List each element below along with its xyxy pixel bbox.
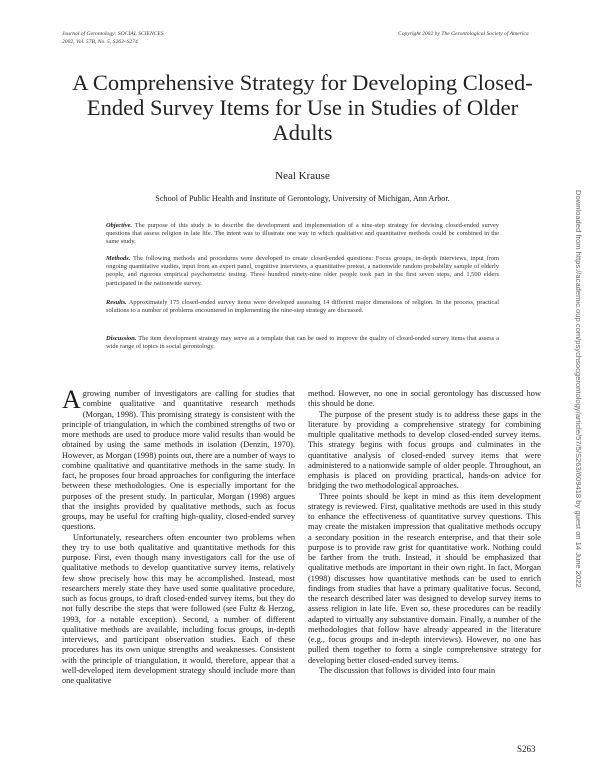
abstract-results-text: Approximately 175 closed-ended survey items were developed assessing 14 different major dimensions of religion. In the process, practical solutions to a number of problems encountered in implementing the nine-step strategy are discussed. — [106, 299, 499, 315]
abstract-methods-text: The following methods and procedures were developed to create closed-ended questions: Focus groups, in-depth interviews, input from ongoing quantitative studies, input from an expert panel, cognitive interviews, a quantitative pretest, a nationwide random probability sample of elderly people, and rigorous empirical psychometric testing. Three hundred ninety-nine older people took part in the first seven steps, and 1,500 elders participated in the nationwide survey. — [106, 255, 499, 287]
abstract-objective-label: Objective. — [106, 222, 133, 229]
download-sidebar — [572, 190, 584, 595]
journal-name: Journal of Gerontology: SOCIAL SCIENCES — [62, 31, 164, 37]
body-paragraph-text: growing number of investigators are calling for studies that combine qualitative and quantitative research methods (Morgan, 1998). This promising strategy is consistent with the principle of triangulation, in which the combined strengths of two or more methods are used to produce more valid results than would be obtained by using the same methods in isolation (Denzin, 1970). However, as Morgan (1998) points out, there are a number of ways to combine qualitative and quantitative methods in the same study. In fact, he proposes four broad approaches for configuring the interface between these methodologies. One is especially important for the purposes of the present study. In particular, Morgan (1998) argues that the insights provided by qualitative methods, such as focus groups, may be useful for crafting high-quality, closed-ended survey questions. — [62, 389, 295, 532]
body-column-left — [62, 385, 295, 686]
body-paragraph: method. However, no one in social gerontology has discussed how this should be done. — [308, 389, 541, 409]
abstract-discussion — [106, 335, 499, 351]
author-affiliation: School of Public Health and Institute of Gerontology, University of Michigan, Ann Arbor. — [155, 194, 450, 203]
page-number: S263 — [517, 744, 536, 754]
journal-header — [62, 31, 164, 46]
abstract-discussion-label: Discussion. — [106, 335, 137, 342]
download-note: Downloaded from https://academic.oup.com/psychsocgerontology/article/57/5/S263/609418 by guest on 14 June 2022 — [574, 190, 583, 588]
body-paragraph: Unfortunately, researchers often encounter two problems when they try to use both qualitative and quantitative methods for this purpose. First, even though many investigators call for the use of qualitative methods to develop quantitative survey items, relatively few show precisely how this may be accomplished. Instead, most researchers merely state they have used some qualitative procedure, such as focus groups, to draft closed-ended survey items, but they do not fully describe the steps that were followed (see Fultz & Herzog, 1993, for a notable exception). Second, a number of different qualitative methods are available, including focus groups, in-depth interviews, and participant observation studies. Each of these procedures has its own unique strengths and weaknesses. Consistent with the principle of triangulation, it would, therefore, appear that a well-developed item development strategy should include more than one qualitative — [62, 532, 295, 685]
abstract-results — [106, 299, 499, 315]
drop-cap: A — [62, 385, 81, 414]
body-paragraph: The purpose of the present study is to address these gaps in the literature by providing a comprehensive strategy for combining multiple qualitative methods to develop closed-ended survey items. This strategy begins with focus groups and culminates in the quantitative analysis of closed-ended survey items that were administered to a nationwide sample of older people. Throughout, an emphasis is placed on providing practical, hands-on advice for bridging the two methodological approaches. — [308, 409, 541, 491]
body-column-right — [308, 389, 541, 676]
body-paragraph: Three points should be kept in mind as this item development strategy is reviewed. First, qualitative methods are used in this study to enhance the effectiveness of quantitative survey questions. This may create the mistaken impression that qualitative methods occupy a secondary position in the research enterprise, and that their sole purpose is to provide raw grist for quantitative work. Nothing could be farther from the truth. Instead, it should be emphasized that qualitative methods are important in their own right. In fact, Morgan (1998) discusses how quantitative methods can be used to enrich findings from studies that have a primary qualitative focus. Second, the research described later was designed to develop survey items to assess religion in late life. Even so, these procedures can be readily adapted to virtually any substantive domain. Finally, a number of the methodologies that follow have already appeared in the literature (e.g., focus groups and in-depth interviews). However, no one has pulled them together to form a single comprehensive strategy for developing better closed-ended survey items. — [308, 491, 541, 665]
abstract-discussion-text: The item development strategy may serve as a template that can be used to improve the quality of closed-ended survey items that assess a wide range of topics in social gerontology. — [106, 335, 499, 351]
article-title: A Comprehensive Strategy for Developing Closed-Ended Survey Items for Use in Studies of Older Adults — [72, 70, 533, 145]
abstract-results-label: Results. — [106, 299, 127, 306]
author-name: Neal Krause — [275, 170, 330, 182]
abstract-methods-label: Methods. — [106, 255, 131, 262]
body-paragraph: The discussion that follows is divided into four main — [319, 665, 496, 675]
body-paragraph — [62, 385, 295, 533]
abstract-objective — [106, 222, 499, 247]
journal-volume: 2002, Vol. 57B, No. 5, S263–S274 — [62, 38, 138, 45]
copyright-notice: Copyright 2002 by The Gerontological Society of America — [398, 31, 529, 37]
abstract-methods — [106, 255, 499, 288]
abstract-objective-text: The purpose of this study is to describe the development and implementation of a nine-step strategy for devising closed-ended survey questions that assess religion in late life. The intent was to illustrate one way in which qualitative and quantitative methods could be combined in the same study. — [106, 222, 499, 246]
